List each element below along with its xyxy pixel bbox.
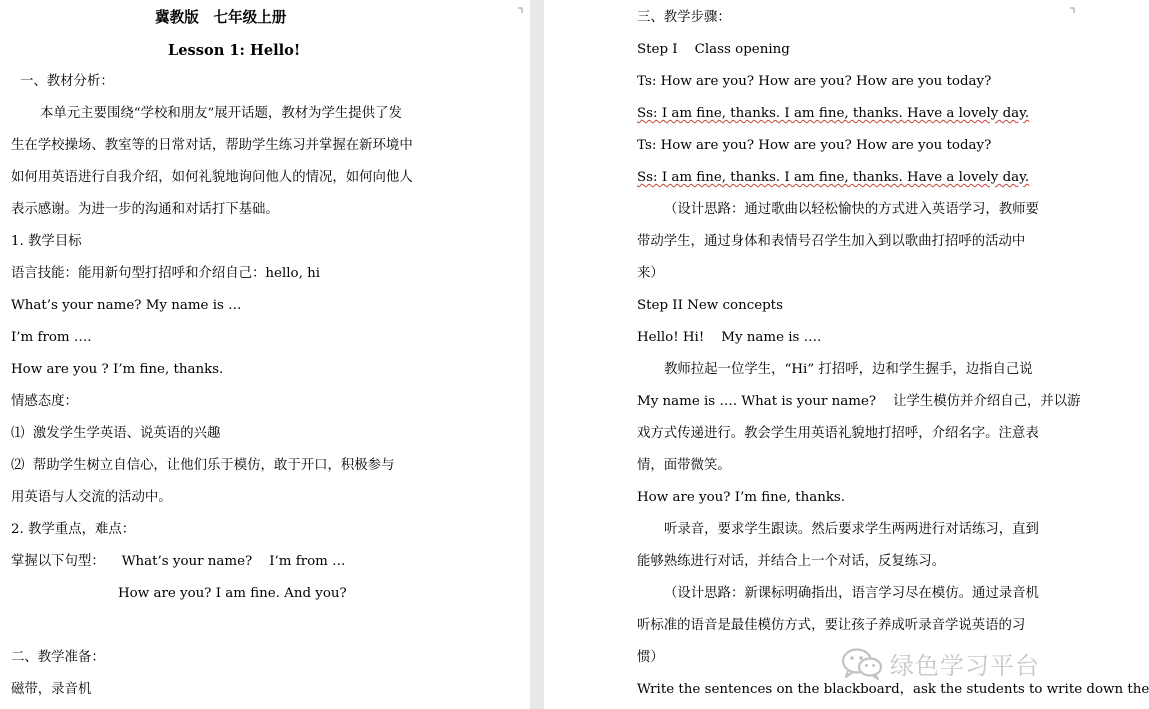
dialogue-line: Ts: How are you? How are you? How are you today? xyxy=(637,74,992,89)
subsection-heading: 1. 教学目标 xyxy=(11,234,82,249)
design-note-line: （设计思路：新课标明确指出，语言学习尽在模仿。通过录音机 xyxy=(664,586,1039,601)
section-heading: 三、教学步骤： xyxy=(637,10,731,25)
step-heading: Step II New concepts xyxy=(637,298,783,313)
document-page-left xyxy=(0,0,530,709)
list-item: ⑴ 激发学生学英语、说英语的兴趣 xyxy=(11,426,221,441)
page-gutter xyxy=(530,0,544,709)
wechat-icon xyxy=(840,646,884,680)
sentence-pattern: How are you? I am fine. And you? xyxy=(118,586,347,601)
design-note-line: 惯） xyxy=(637,650,664,665)
page-corner-mark xyxy=(518,4,527,13)
step-heading: Step I Class opening xyxy=(637,42,790,57)
paragraph-line: 本单元主要围绕“学校和朋友”展开话题，教材为学生提供了发 xyxy=(40,106,402,121)
paragraph-line: 用英语与人交流的活动中。 xyxy=(11,490,172,505)
paragraph-line: 教师拉起一位学生，“Hi” 打招呼，边和学生握手，边指自己说 xyxy=(664,362,1033,377)
document-page-right xyxy=(544,0,1149,709)
watermark xyxy=(840,643,1055,683)
watermark-text: 绿色学习平台 xyxy=(890,651,1040,680)
paragraph-line: 听录音，要求学生跟读。然后要求学生两两进行对话练习，直到 xyxy=(664,522,1039,537)
design-note-line: （设计思路：通过歌曲以轻松愉快的方式进入英语学习，教师要 xyxy=(664,202,1039,217)
section-heading: 一、教材分析： xyxy=(20,74,114,89)
subsection-heading: 2. 教学重点，难点： xyxy=(11,522,136,537)
dialogue-line: Ts: How are you? How are you? How are you today? xyxy=(637,138,992,153)
dialogue-line: Ss: I am fine, thanks. I am fine, thanks. Have a lovely day. xyxy=(637,170,1030,185)
paragraph-line: 情，面带微笑。 xyxy=(637,458,731,473)
paragraph-line: 生在学校操场、教室等的日常对话，帮助学生练习并掌握在新环境中 xyxy=(11,138,413,153)
paragraph-line: 磁带，录音机 xyxy=(11,682,92,697)
list-item: ⑵ 帮助学生树立自信心，让他们乐于模仿，敢于开口，积极参与 xyxy=(11,458,395,473)
dialogue-line: How are you? I’m fine, thanks. xyxy=(637,490,846,505)
document-title: 冀教版 七年级上册 xyxy=(155,9,287,26)
paragraph-line: 语言技能：能用新句型打招呼和介绍自己：hello, hi xyxy=(11,266,321,281)
paragraph-line: 如何用英语进行自我介绍，如何礼貌地询问他人的情况，如何向他人 xyxy=(11,170,413,185)
sentence-pattern: What’s your name? My name is … xyxy=(11,298,242,313)
paragraph-line: Write the sentences on the blackboard，ask the students to write down the xyxy=(637,682,1149,697)
sentence-pattern: How are you ? I’m fine, thanks. xyxy=(11,362,224,377)
design-note-line: 带动学生，通过身体和表情号召学生加入到以歌曲打招呼的活动中 xyxy=(637,234,1026,249)
paragraph-line: 能够熟练进行对话，并结合上一个对话，反复练习。 xyxy=(637,554,945,569)
page-corner-mark xyxy=(1070,4,1079,13)
paragraph-line: My name is …. What is your name? 让学生模仿并介绍自己，并以游 xyxy=(637,394,1081,409)
sentence-pattern: 掌握以下句型： What’s your name? I’m from … xyxy=(11,554,346,569)
dialogue-line: Ss: I am fine, thanks. I am fine, thanks. Have a lovely day. xyxy=(637,106,1030,121)
paragraph-line: 情感态度： xyxy=(11,394,78,409)
design-note-line: 来） xyxy=(637,266,664,281)
dialogue-line: Hello! Hi! My name is …. xyxy=(637,330,822,345)
paragraph-line: 戏方式传递进行。教会学生用英语礼貌地打招呼，介绍名字。注意表 xyxy=(637,426,1039,441)
lesson-heading: Lesson 1: Hello! xyxy=(168,42,301,59)
paragraph-line: 表示感谢。为进一步的沟通和对话打下基础。 xyxy=(11,202,279,217)
section-heading: 二、教学准备： xyxy=(11,650,105,665)
design-note-line: 听标准的语音是最佳模仿方式，要让孩子养成听录音学说英语的习 xyxy=(637,618,1026,633)
sentence-pattern: I’m from …. xyxy=(11,330,92,345)
